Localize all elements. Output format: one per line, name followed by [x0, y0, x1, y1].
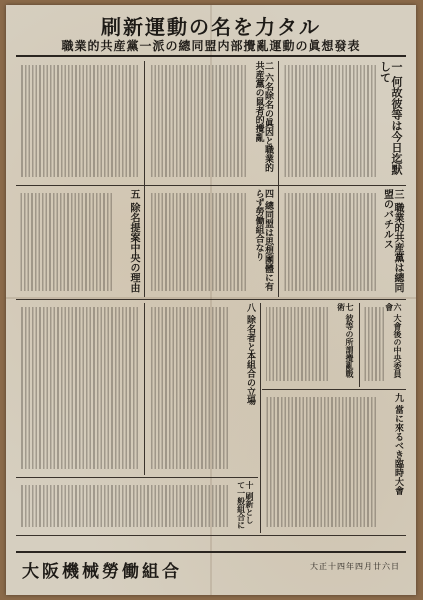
column-divider	[359, 303, 360, 387]
section-heading: 七 彼等の所謂攪亂戰術	[336, 303, 355, 378]
row-divider	[16, 185, 406, 186]
section-body-text	[266, 307, 328, 381]
section-body-text	[20, 485, 228, 527]
column-divider	[260, 303, 261, 533]
row-divider	[16, 299, 406, 300]
section-body-text	[284, 65, 376, 177]
section-1	[280, 61, 406, 183]
section-heading: 八 除名者と本組合の立場	[245, 303, 255, 406]
column-divider	[278, 61, 279, 297]
section-5	[16, 189, 142, 297]
section-heading: 三 職業的共産黨は總同盟のバチルス	[381, 189, 403, 293]
footer-divider	[16, 535, 406, 536]
section-body-text	[20, 193, 112, 291]
section-4	[146, 189, 276, 297]
issue-date: 大正十四年四月廿六日	[310, 562, 400, 571]
section-heading: 六 大會後の中央委員會	[384, 303, 403, 378]
section-10	[16, 481, 258, 533]
section-body-text	[150, 193, 246, 291]
section-8	[146, 303, 258, 475]
headline: 刷新運動の名を力タル	[101, 15, 321, 39]
section-body-text	[20, 65, 138, 177]
header-rule	[16, 55, 406, 57]
section-body-text	[20, 307, 138, 469]
column-divider	[144, 303, 145, 475]
section-body-text	[150, 307, 228, 469]
publisher-name: 大阪機械勞働組合	[22, 562, 182, 582]
column-divider	[16, 477, 258, 478]
section-body-text	[364, 307, 384, 381]
section-8-continued	[16, 303, 142, 475]
column-divider	[262, 389, 406, 390]
section-6	[360, 303, 406, 387]
section-heading: 九 當に來るべき臨時大會	[393, 393, 403, 496]
column-divider	[144, 61, 145, 297]
section-heading: 五 除名提案中央の理由	[128, 189, 139, 293]
section-body-text	[266, 397, 376, 527]
subheadline: 職業的共産黨一派の總同盟内部攪亂運動の眞想發表	[61, 39, 361, 53]
section-heading: 十 刷新として一般組合に	[236, 481, 255, 529]
section-7	[262, 303, 358, 387]
section-2	[146, 61, 276, 183]
section-body-text	[150, 65, 246, 177]
footer	[16, 551, 406, 587]
section-body-text	[284, 193, 376, 291]
section-9	[262, 393, 406, 533]
section-heading: 一 何故彼等は今日迄默して	[378, 61, 403, 175]
section-3	[280, 189, 406, 297]
section-heading: 四 總同盟は思想團體に有らず勞働組合なり	[253, 189, 273, 292]
section-1-continued	[16, 61, 142, 183]
newspaper-page	[6, 5, 416, 595]
section-heading: 二 六名除名の眞因と職業的共産黨の鼠者的攪亂	[253, 61, 273, 173]
